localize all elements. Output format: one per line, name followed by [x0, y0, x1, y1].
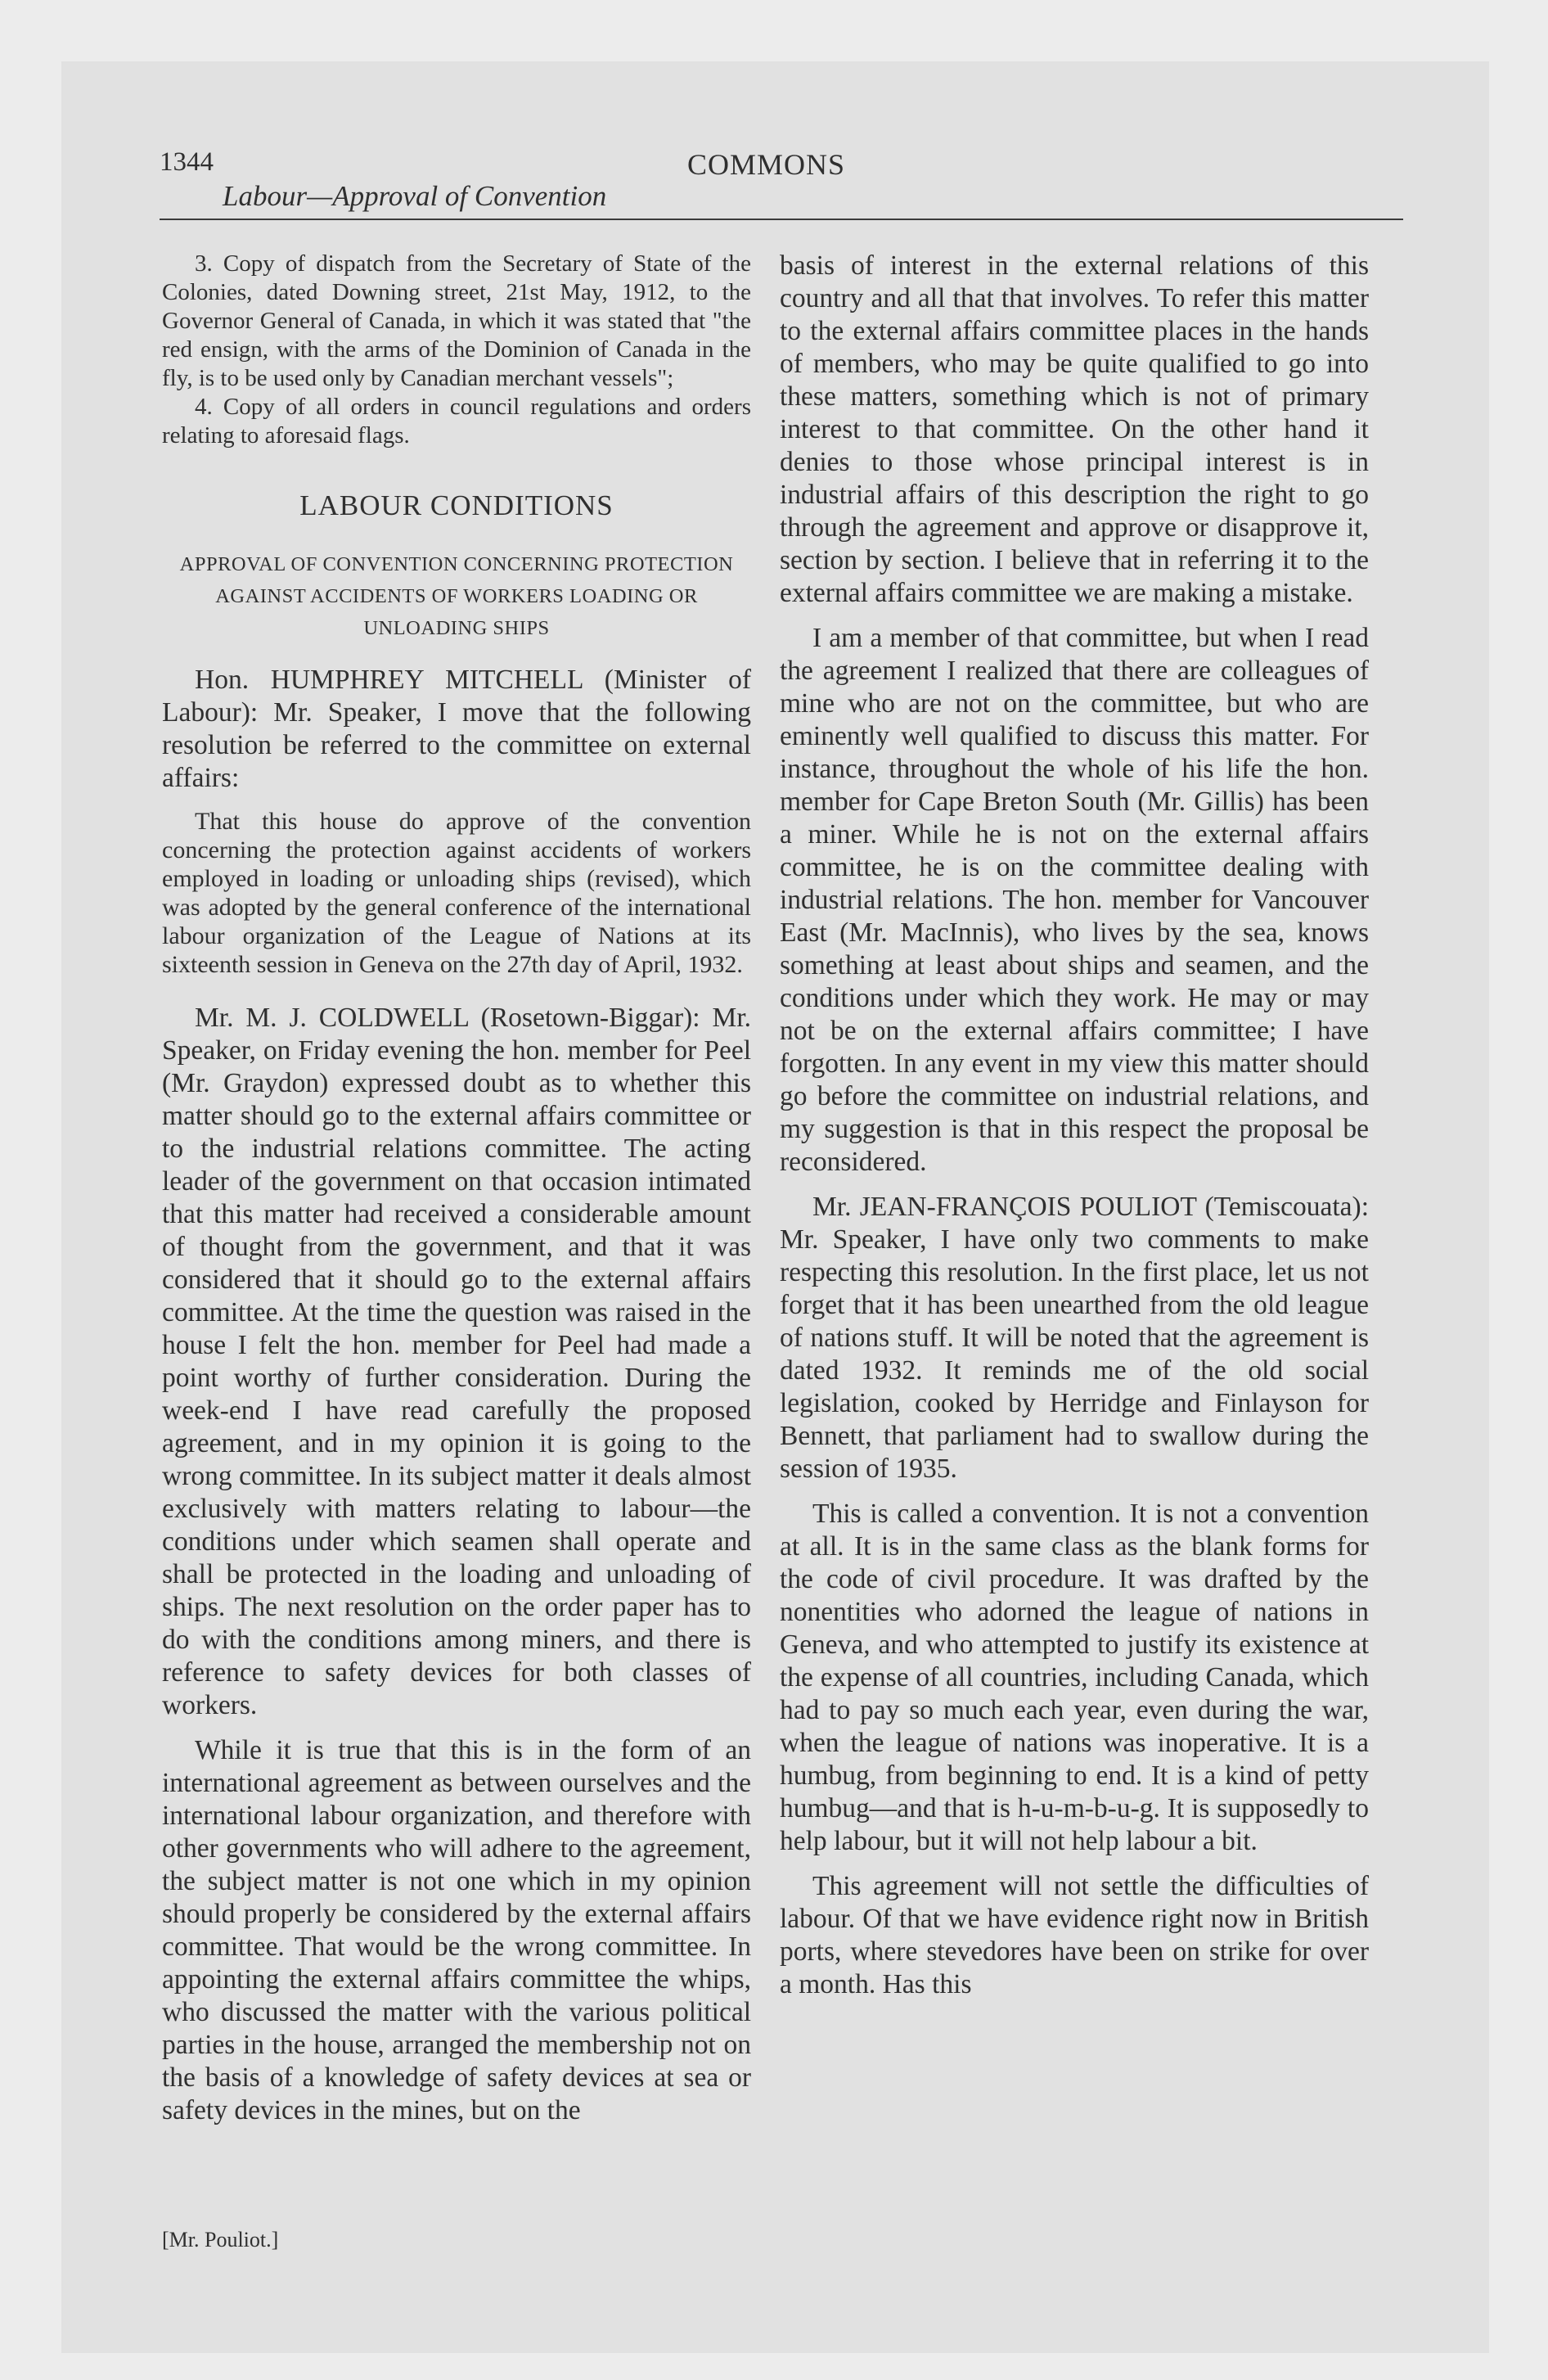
list-item-3: 3. Copy of dispatch from the Secretary of State of the Colonies, dated Downing street, 21st May, 1912, to the Governor General of Canada, in which it was stated that "the red ensign, with the arms of the Dominion of Canada in the fly, is to be used only by Canadian merchant vessels";	[162, 250, 751, 391]
resolution-text: That this house do approve of the convention concerning the protection against accidents of workers employed in loading or unloading ships (revised), which was adopted by the general conference of the international labour organization of the League of Nations at its sixteenth session in Geneva on the 27th day of April, 1932.	[162, 808, 751, 978]
header-rule	[160, 219, 1403, 220]
coldwell-speech: Mr. M. J. COLDWELL (Rosetown-Biggar): Mr. Speaker, on Friday evening the hon. member for Peel (Mr. Graydon) expressed doubt as to whether this matter should go to the external affairs committee or to the industrial relations committee. The acting leader of the government on that occasion intimated that this matter had received a considerable amount of thought from the government, and that it was considered that it should go to the external affairs committee. At the time the question was raised in the house I felt the hon. member for Peel had made a point worthy of further consideration. During the week-end I have read carefully the proposed agreement, and in my opinion it is going to the wrong committee. In its subject matter it deals almost exclusively with matters relating to labour—the conditions under which seamen shall operate and shall be protected in the loading and unloading of ships. The next resolution on the order paper has to do with the conditions among miners, and there is reference to safety devices for both classes of workers.	[162, 1003, 751, 1720]
section-subheading: APPROVAL OF CONVENTION CONCERNING PROTECTION AGAINST ACCIDENTS OF WORKERS LOADING OR UNLOADING SHIPS	[179, 553, 734, 639]
running-subtitle: Labour—Approval of Convention	[223, 180, 607, 212]
section-heading: LABOUR CONDITIONS	[299, 489, 614, 521]
pouliot-speech: Mr. JEAN-FRANÇOIS POULIOT (Temiscouata): Mr. Speaker, I have only two comments to make respecting this resolution. In the first place, let us not forget that it has been unearthed from the old league of nations stuff. It will be noted that the agreement is dated 1932. It reminds me of the old social legislation, cooked by Herridge and Finlayson for Bennett, that parliament had to swallow during the session of 1935.	[780, 1192, 1369, 1484]
speaker-footnote: [Mr. Pouliot.]	[162, 2228, 279, 2252]
journal-title: COMMONS	[687, 148, 846, 181]
page-header	[160, 147, 1403, 213]
coldwell-speech-continued: While it is true that this is in the form of an international agreement as between ourselves and the international labour organization, and therefore with other governments who will adhere to the agreement, the subject matter is not one which in my opinion should properly be considered by the external affairs committee. That would be the wrong committee. In appointing the external affairs committee the whips, who discussed the matter with the various political parties in the house, arranged the membership not on the basis of a knowledge of safety devices at sea or safety devices in the mines, but on the	[162, 1735, 751, 2125]
pouliot-agreement-paragraph: This agreement will not settle the difficulties of labour. Of that we have evidence right now in British ports, where stevedores have been on strike for over a month. Has this	[780, 1871, 1369, 1999]
list-item-4: 4. Copy of all orders in council regulations and orders relating to aforesaid flags.	[162, 394, 751, 449]
coldwell-speech-continuation: basis of interest in the external relations of this country and all that that involves. To refer this matter to the external affairs committee places in the hands of members, who may be quite qualified to go into these matters, something which is not of primary interest to that committee. On the other hand it denies to those whose principal interest is in industrial affairs of this description the right to go through the agreement and approve or disapprove it, section by section. I believe that in referring it to the external affairs committee we are making a mistake.	[780, 250, 1369, 608]
left-column	[162, 250, 751, 2139]
page-number: 1344	[160, 147, 214, 177]
pouliot-convention-paragraph: This is called a convention. It is not a convention at all. It is in the same class as the blank forms for the code of civil procedure. It was drafted by the nonentities who adorned the league of nations in Geneva, and who attempted to justify its existence at the expense of all countries, including Canada, which had to pay so much each year, even during the war, when the league of nations was inoperative. It is a humbug, from beginning to end. It is a kind of petty humbug—and that is h-u-m-b-u-g. It is supposedly to help labour, but it will not help labour a bit.	[780, 1499, 1369, 1856]
right-column	[780, 250, 1369, 2013]
coldwell-committee-paragraph: I am a member of that committee, but when I read the agreement I realized that there are colleagues of mine who are not on the committee, but who are eminently well qualified to discuss this matter. For instance, throughout the whole of his life the hon. member for Cape Breton South (Mr. Gillis) has been a miner. While he is not on the external affairs committee, he is on the committee dealing with industrial relations. The hon. member for Vancouver East (Mr. MacInnis), who lives by the sea, knows something at least about ships and seamen, and the conditions under which they work. He may or may not be on the external affairs committee; I have forgotten. In any event in my view this matter should go before the committee on industrial relations, and my suggestion is that in this respect the proposal be reconsidered.	[780, 623, 1369, 1177]
mitchell-motion: Hon. HUMPHREY MITCHELL (Minister of Labour): Mr. Speaker, I move that the following resolution be referred to the committee on external affairs:	[162, 665, 751, 793]
